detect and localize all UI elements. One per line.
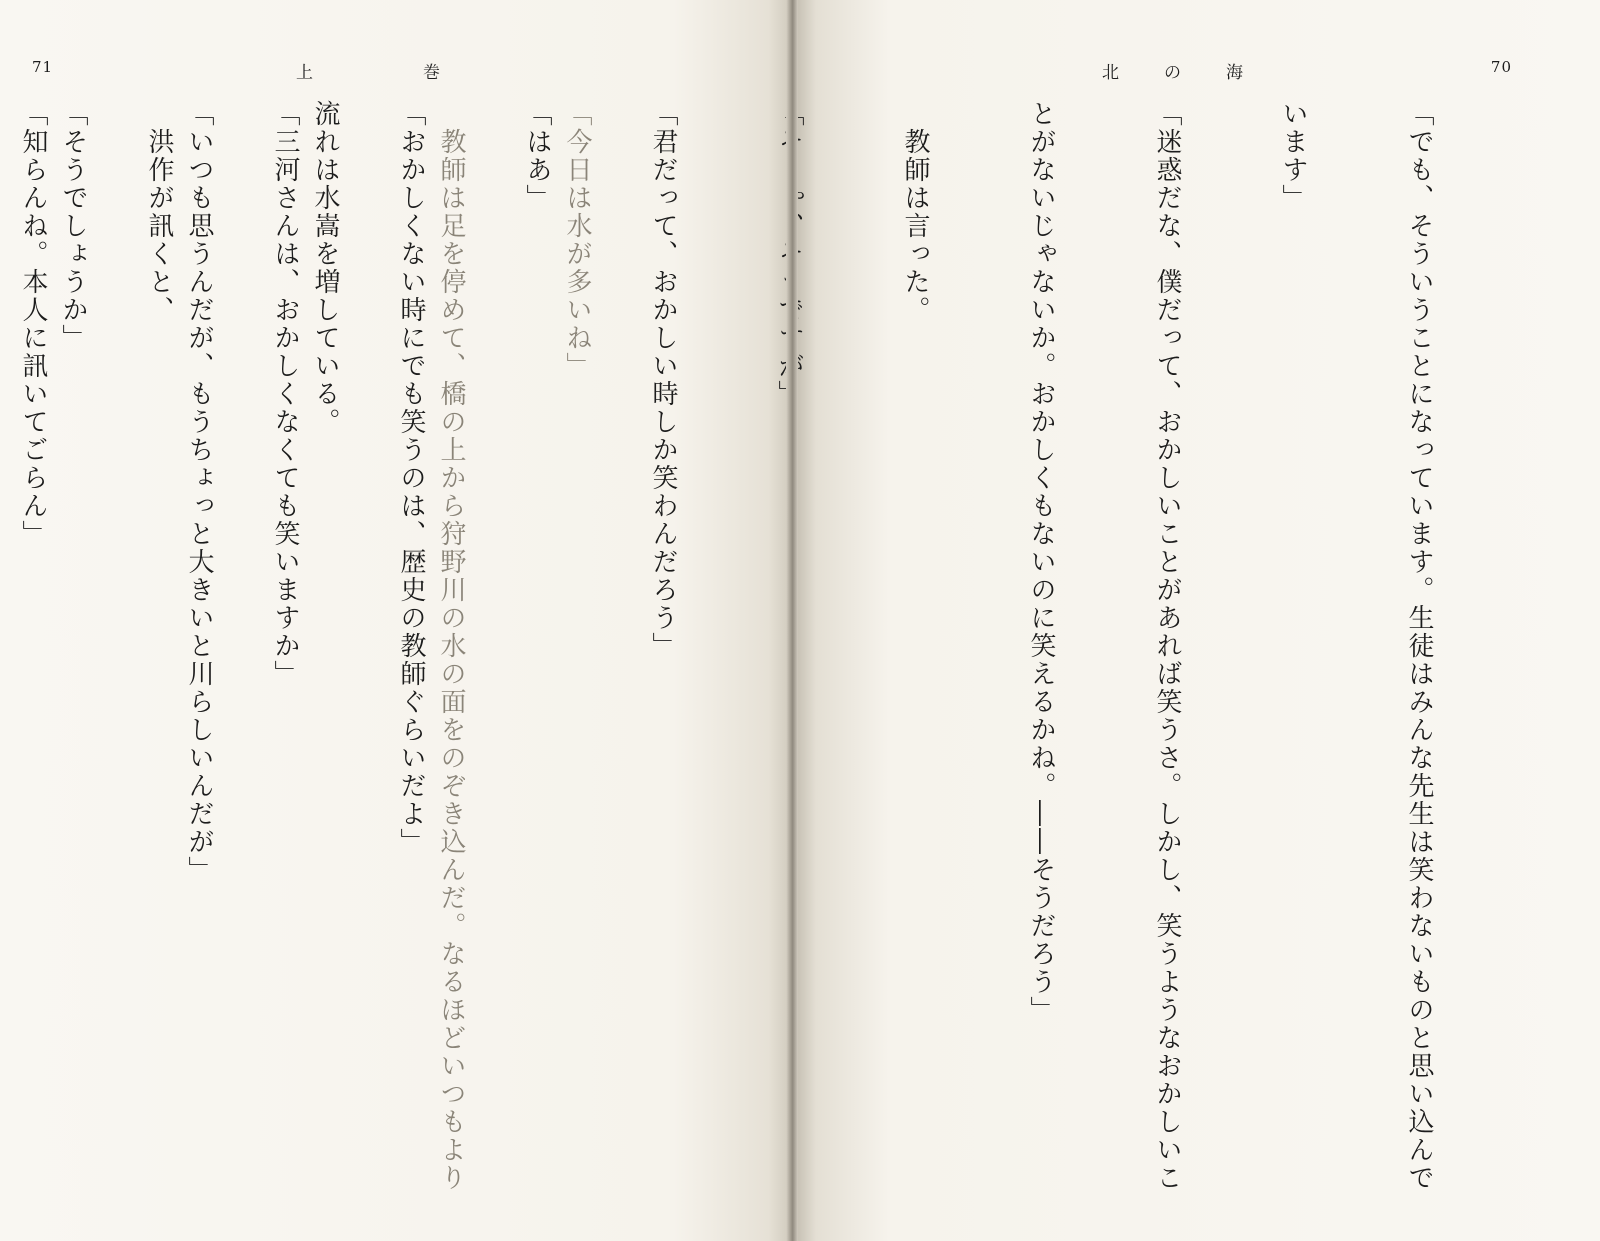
text-line: 「はあ」 xyxy=(522,100,552,212)
running-head-left xyxy=(296,58,440,83)
book-gutter xyxy=(786,0,798,1241)
page-number-right: 70 xyxy=(1490,58,1512,76)
running-head-right xyxy=(1102,58,1243,83)
text-line: 「そうでしょうか」 xyxy=(58,100,88,352)
page-number-left: 71 xyxy=(32,58,54,76)
text-line: 「知らんね。本人に訊いてごらん」 xyxy=(18,100,48,548)
text-line: 「三河さんは、おかしくなくても笑いますか」 xyxy=(270,100,300,688)
text-line: 教師は言った。 xyxy=(900,100,930,324)
text-line: 「君だって、おかしい時しか笑わんだろう」 xyxy=(648,100,678,660)
text-line: とがないじゃないか。おかしくもないのに笑えるかね。――そうだろう」 xyxy=(1026,100,1056,1024)
text-line: 教師は足を停めて、橋の上から狩野川の水の面をのぞき込んだ。なるほどいつもより xyxy=(436,100,466,1192)
running-head-right-char: 北 xyxy=(1102,63,1119,83)
text-line: 洪作が訊くと、 xyxy=(144,100,174,324)
text-line: 「いつも思うんだが、もうちょっと大きいと川らしいんだが」 xyxy=(184,100,214,884)
text-line: 「迷惑だな、僕だって、おかしいことがあれば笑うさ。しかし、笑うようなおかしいこ xyxy=(1152,100,1182,1192)
running-head-left-char: 上 xyxy=(296,63,313,83)
text-line: 流れは水嵩を増している。 xyxy=(310,100,340,436)
running-head-right-char: 海 xyxy=(1226,63,1243,83)
text-line: 「おかしくない時にでも笑うのは、歴史の教師ぐらいだよ」 xyxy=(396,100,426,856)
text-line: います」 xyxy=(1278,100,1308,212)
running-head-right-char: の xyxy=(1164,63,1181,83)
text-line: 「今日は水が多いね」 xyxy=(562,100,592,380)
running-head-left-char: 巻 xyxy=(423,63,440,83)
text-line: 「でも、そういうことになっています。生徒はみんな先生は笑わないものと思い込んで xyxy=(1404,100,1434,1192)
right-page-body xyxy=(0,100,1524,1220)
